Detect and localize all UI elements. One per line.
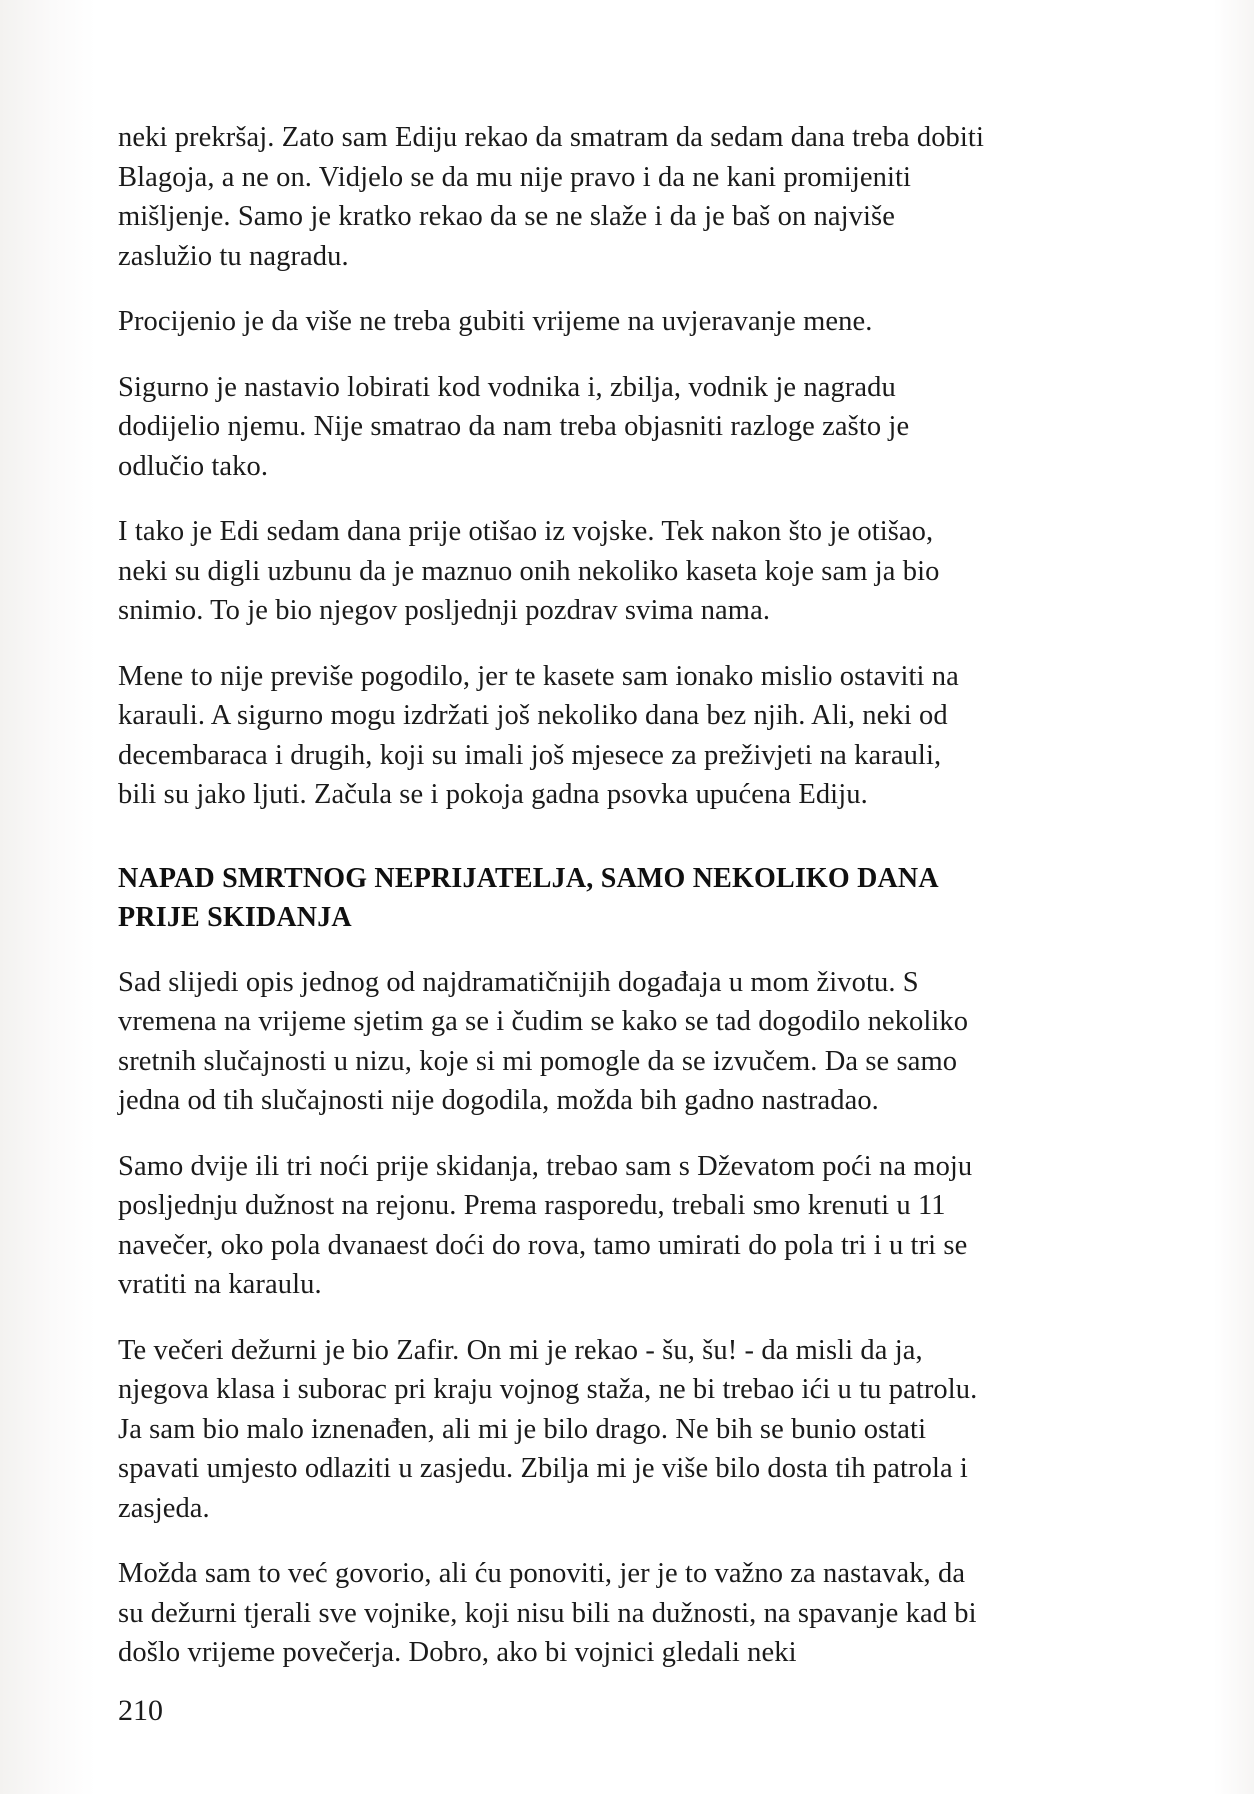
paragraph: I tako je Edi sedam dana prije otišao iz vojske. Tek nakon što je otišao, neki su digli uzbunu da je maznuo onih nekoliko kaseta koje sam ja bio snimio. To je bio njegov posljednji pozdrav svima nama. [118, 516, 940, 626]
paragraph: Te večeri dežurni je bio Zafir. On mi je rekao - šu, šu! - da misli da ja, njegova klasa i suborac pri kraju vojnog staža, ne bi trebao ići u tu patrolu. Ja sam bio malo iznenađen, ali mi je bilo drago. Ne bih se bunio ostati spavati umjesto odlaziti u zasjedu. Zbilja mi je više bilo dosta tih patrola i zasjeda. [118, 1334, 978, 1524]
page-content [118, 118, 984, 1673]
paragraph: Procijenio je da više ne treba gubiti vrijeme na uvjeravanje mene. [118, 306, 873, 337]
scan-edge-left [0, 0, 96, 1794]
section-heading: NAPAD SMRTNOG NEPRIJATELJA, SAMO NEKOLIKO DANA PRIJE SKIDANJA [118, 862, 938, 933]
paragraph: Sigurno je nastavio lobirati kod vodnika i, zbilja, vodnik je nagradu dodijelio njemu. Nije smatrao da nam treba objasniti razloge zašto je odlučio tako. [118, 371, 910, 482]
page-number: 210 [118, 1694, 163, 1727]
paragraph: Možda sam to već govorio, ali ću ponoviti, jer je to važno za nastavak, da su dežurni tjerali sve vojnike, koji nisu bili na dužnosti, na spavanje kad bi došlo vrijeme povečerja. Dobro, ako bi vojnici gledali neki [118, 1558, 977, 1668]
scan-edge-right [1214, 0, 1254, 1794]
paragraph: neki prekršaj. Zato sam Ediju rekao da smatram da sedam dana treba dobiti Blagoja, a ne on. Vidjelo se da mu nije pravo i da ne kani promijeniti mišljenje. Samo je kratko rekao da se ne slaže i da je baš on najviše zaslužio tu nagradu. [118, 122, 984, 272]
paragraph: Mene to nije previše pogodilo, jer te kasete sam ionako mislio ostaviti na karauli. A sigurno mogu izdržati još nekoliko dana bez njih. Ali, neki od decembaraca i drugih, koji su imali još mjesece za preživjeti na karauli, bili su jako ljuti. Začula se i pokoja gadna psovka upućena Ediju. [118, 660, 959, 810]
paragraph: Samo dvije ili tri noći prije skidanja, trebao sam s Dževatom poći na moju posljednju dužnost na rejonu. Prema rasporedu, trebali smo krenuti u 11 navečer, oko pola dvanaest doći do rova, tamo umirati do pola tri i u tri se vratiti na karaulu. [118, 1150, 973, 1300]
paragraph: Sad slijedi opis jednog od najdramatičnijih događaja u mom životu. S vremena na vrijeme sjetim ga se i čudim se kako se tad dogodilo nekoliko sretnih slučajnosti u nizu, koje si mi pomogle da se izvučem. Da se samo jedna od tih slučajnosti nije dogodila, možda bih gadno nastradao. [118, 966, 969, 1116]
